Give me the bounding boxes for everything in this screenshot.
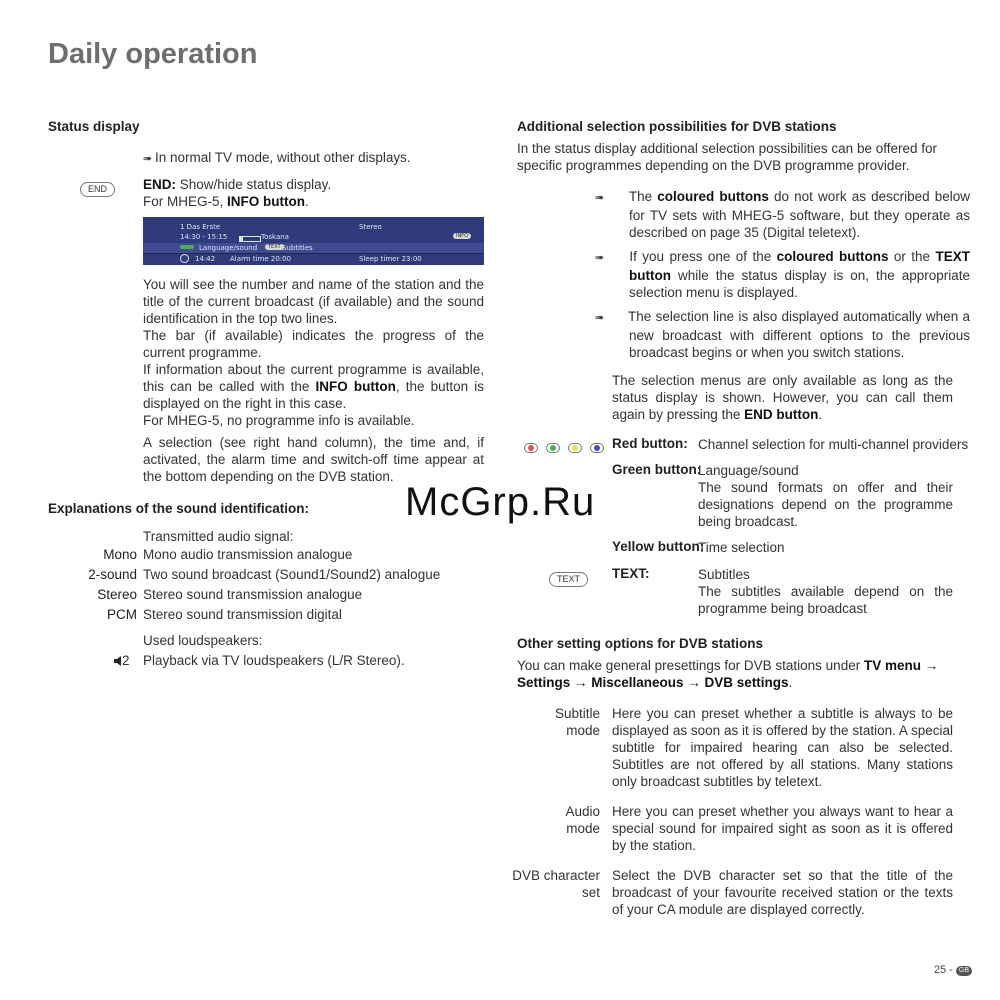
- transmitted-label: Transmitted audio signal:: [143, 529, 294, 544]
- tv-green-dot: [180, 245, 194, 249]
- red-button-label: Red button:: [612, 436, 688, 451]
- red-button-text: Channel selection for multi-channel providers: [698, 437, 969, 452]
- sound-row: PCM Stereo sound transmission digital: [107, 607, 342, 622]
- sound-row: Mono Mono audio transmission analogue: [103, 547, 353, 562]
- additional-intro: In the status display additional selection possibilities can be offered for specific programmes depending on the DVB programme provider.: [517, 141, 938, 173]
- green-button-label: Green button:: [612, 462, 702, 477]
- audio-mode-key: Audio mode: [565, 804, 600, 836]
- sound-heading: Explanations of the sound identification:: [48, 501, 310, 516]
- other-settings-heading: Other setting options for DVB stations: [517, 636, 764, 651]
- arrow-right-icon: ➠: [595, 312, 605, 324]
- speaker-icon: [114, 653, 122, 662]
- status-explanation: You will see the number and name of the station and the title of the current broadcast (if available) and the sound identification in the top two lines. The bar (if available) indicates the progress of the current programme. If information about the current programme is available, this can be called with the INFO button, the button is displayed on the right in this case. For MHEG-5, no programme info is available. A selection (see right hand column), the time and, if activated, the alarm time and switch-off time appear at the bottom depending on the DVB station.: [143, 277, 484, 484]
- additional-selection-heading: Additional selection possibilities for DVB stations: [517, 119, 837, 134]
- audio-mode-text: Here you can preset whether you always want to hear a special sound for impaired sight as soon as it is offered by the station.: [612, 804, 953, 853]
- bullet-press-buttons: ➠ If you press one of the coloured buttons or the TEXT button while the status display is on, the appropriate selection menu is displayed.: [595, 249, 970, 300]
- tv-selection-1: Language/sound: [199, 244, 258, 252]
- page-number: 25 - GB: [934, 964, 972, 976]
- coloured-buttons-icon: [524, 438, 612, 457]
- watermark: McGrp.Ru: [405, 480, 596, 524]
- bullet-coloured-buttons: ➠ The coloured buttons do not work as described below for TV sets with MHEG-5 software, but they operate as described on page 35 (Digital teletext).: [595, 189, 971, 240]
- end-description: END: Show/hide status display. For MHEG-5, INFO button.: [143, 177, 332, 209]
- used-speakers-label: Used loudspeakers:: [143, 633, 263, 648]
- subtitle-mode-text: Here you can preset whether a subtitle is always to be displayed as soon as it is offered by the station. A special subtitle for impaired hearing can also be selected. Subtitles are not offered by all stations. Many stations only broadcast subtitles by teletext.: [612, 706, 953, 789]
- intro-bullet: ➠ In normal TV mode, without other displays.: [143, 149, 411, 168]
- page-title: Daily operation: [48, 38, 258, 70]
- text-button-text: Subtitles The subtitles available depend on the programme being broadcast: [698, 567, 953, 616]
- tv-station: 1 Das Erste: [180, 223, 221, 231]
- subtitle-mode-key: Subtitle mode: [554, 706, 600, 738]
- clock-icon: [180, 254, 189, 263]
- tv-status-display: 1 Das Erste Stereo 14:30 - 15:15 Toskana INFO Language/sound TEXT Subtitles 14:42 Alarm time 20:00 Sleep timer 23:00: [143, 217, 484, 265]
- green-button-icon: [546, 443, 560, 453]
- tv-alarm: Alarm time 20:00: [230, 255, 292, 263]
- tv-progress-bar: [239, 236, 261, 242]
- status-display-heading: Status display: [48, 119, 140, 134]
- bullet-selection-line: ➠ The selection line is also displayed automatically when a new broadcast with different options to the previous broadcast begins or when you switch stations.: [595, 309, 970, 360]
- blue-button-icon: [590, 443, 604, 453]
- arrow-right-icon: ➠: [595, 252, 605, 264]
- green-button-text: Language/sound The sound formats on offer and their designations depend on the programme being broadcast.: [698, 463, 953, 529]
- selection-menus-note: The selection menus are only available as long as the status display is shown. However, you can call them again by pressing the END button.: [612, 373, 953, 422]
- tv-selection-2: Subtitles: [282, 244, 313, 252]
- dvb-charset-key: DVB character set: [512, 868, 600, 900]
- sound-table: [88, 547, 441, 627]
- yellow-button-text: Time selection: [698, 540, 785, 555]
- other-settings-intro: You can make general presettings for DVB stations under TV menu → Settings → Miscellaneous → DVB settings.: [517, 658, 939, 690]
- sound-row: 2-sound Two sound broadcast (Sound1/Sound2) analogue: [88, 567, 441, 582]
- tv-time: 14:30 - 15:15: [180, 233, 228, 241]
- dvb-charset-text: Select the DVB character set so that the title of the broadcast of your favourite received station or the texts of your CA module are displayed correctly.: [612, 868, 953, 917]
- yellow-button-icon: [568, 443, 582, 453]
- arrow-right-icon: ➠: [143, 153, 153, 165]
- sound-row: Stereo Stereo sound transmission analogue: [97, 587, 363, 602]
- text-button-label: TEXT:: [612, 566, 650, 581]
- speaker-row: 2 Playback via TV loudspeakers (L/R Stereo).: [114, 652, 130, 669]
- country-badge: GB: [956, 966, 972, 976]
- end-button-icon: END: [80, 177, 115, 197]
- tv-audio: Stereo: [359, 223, 382, 231]
- red-button-icon: [524, 443, 538, 453]
- tv-sleep: Sleep timer 23:00: [359, 255, 422, 263]
- arrow-right-icon: ➠: [595, 192, 605, 204]
- yellow-button-label: Yellow button:: [612, 539, 705, 554]
- tv-programme: Toskana: [261, 233, 289, 241]
- text-button-icon: TEXT: [549, 567, 588, 587]
- tv-clock: 14:42: [195, 255, 216, 263]
